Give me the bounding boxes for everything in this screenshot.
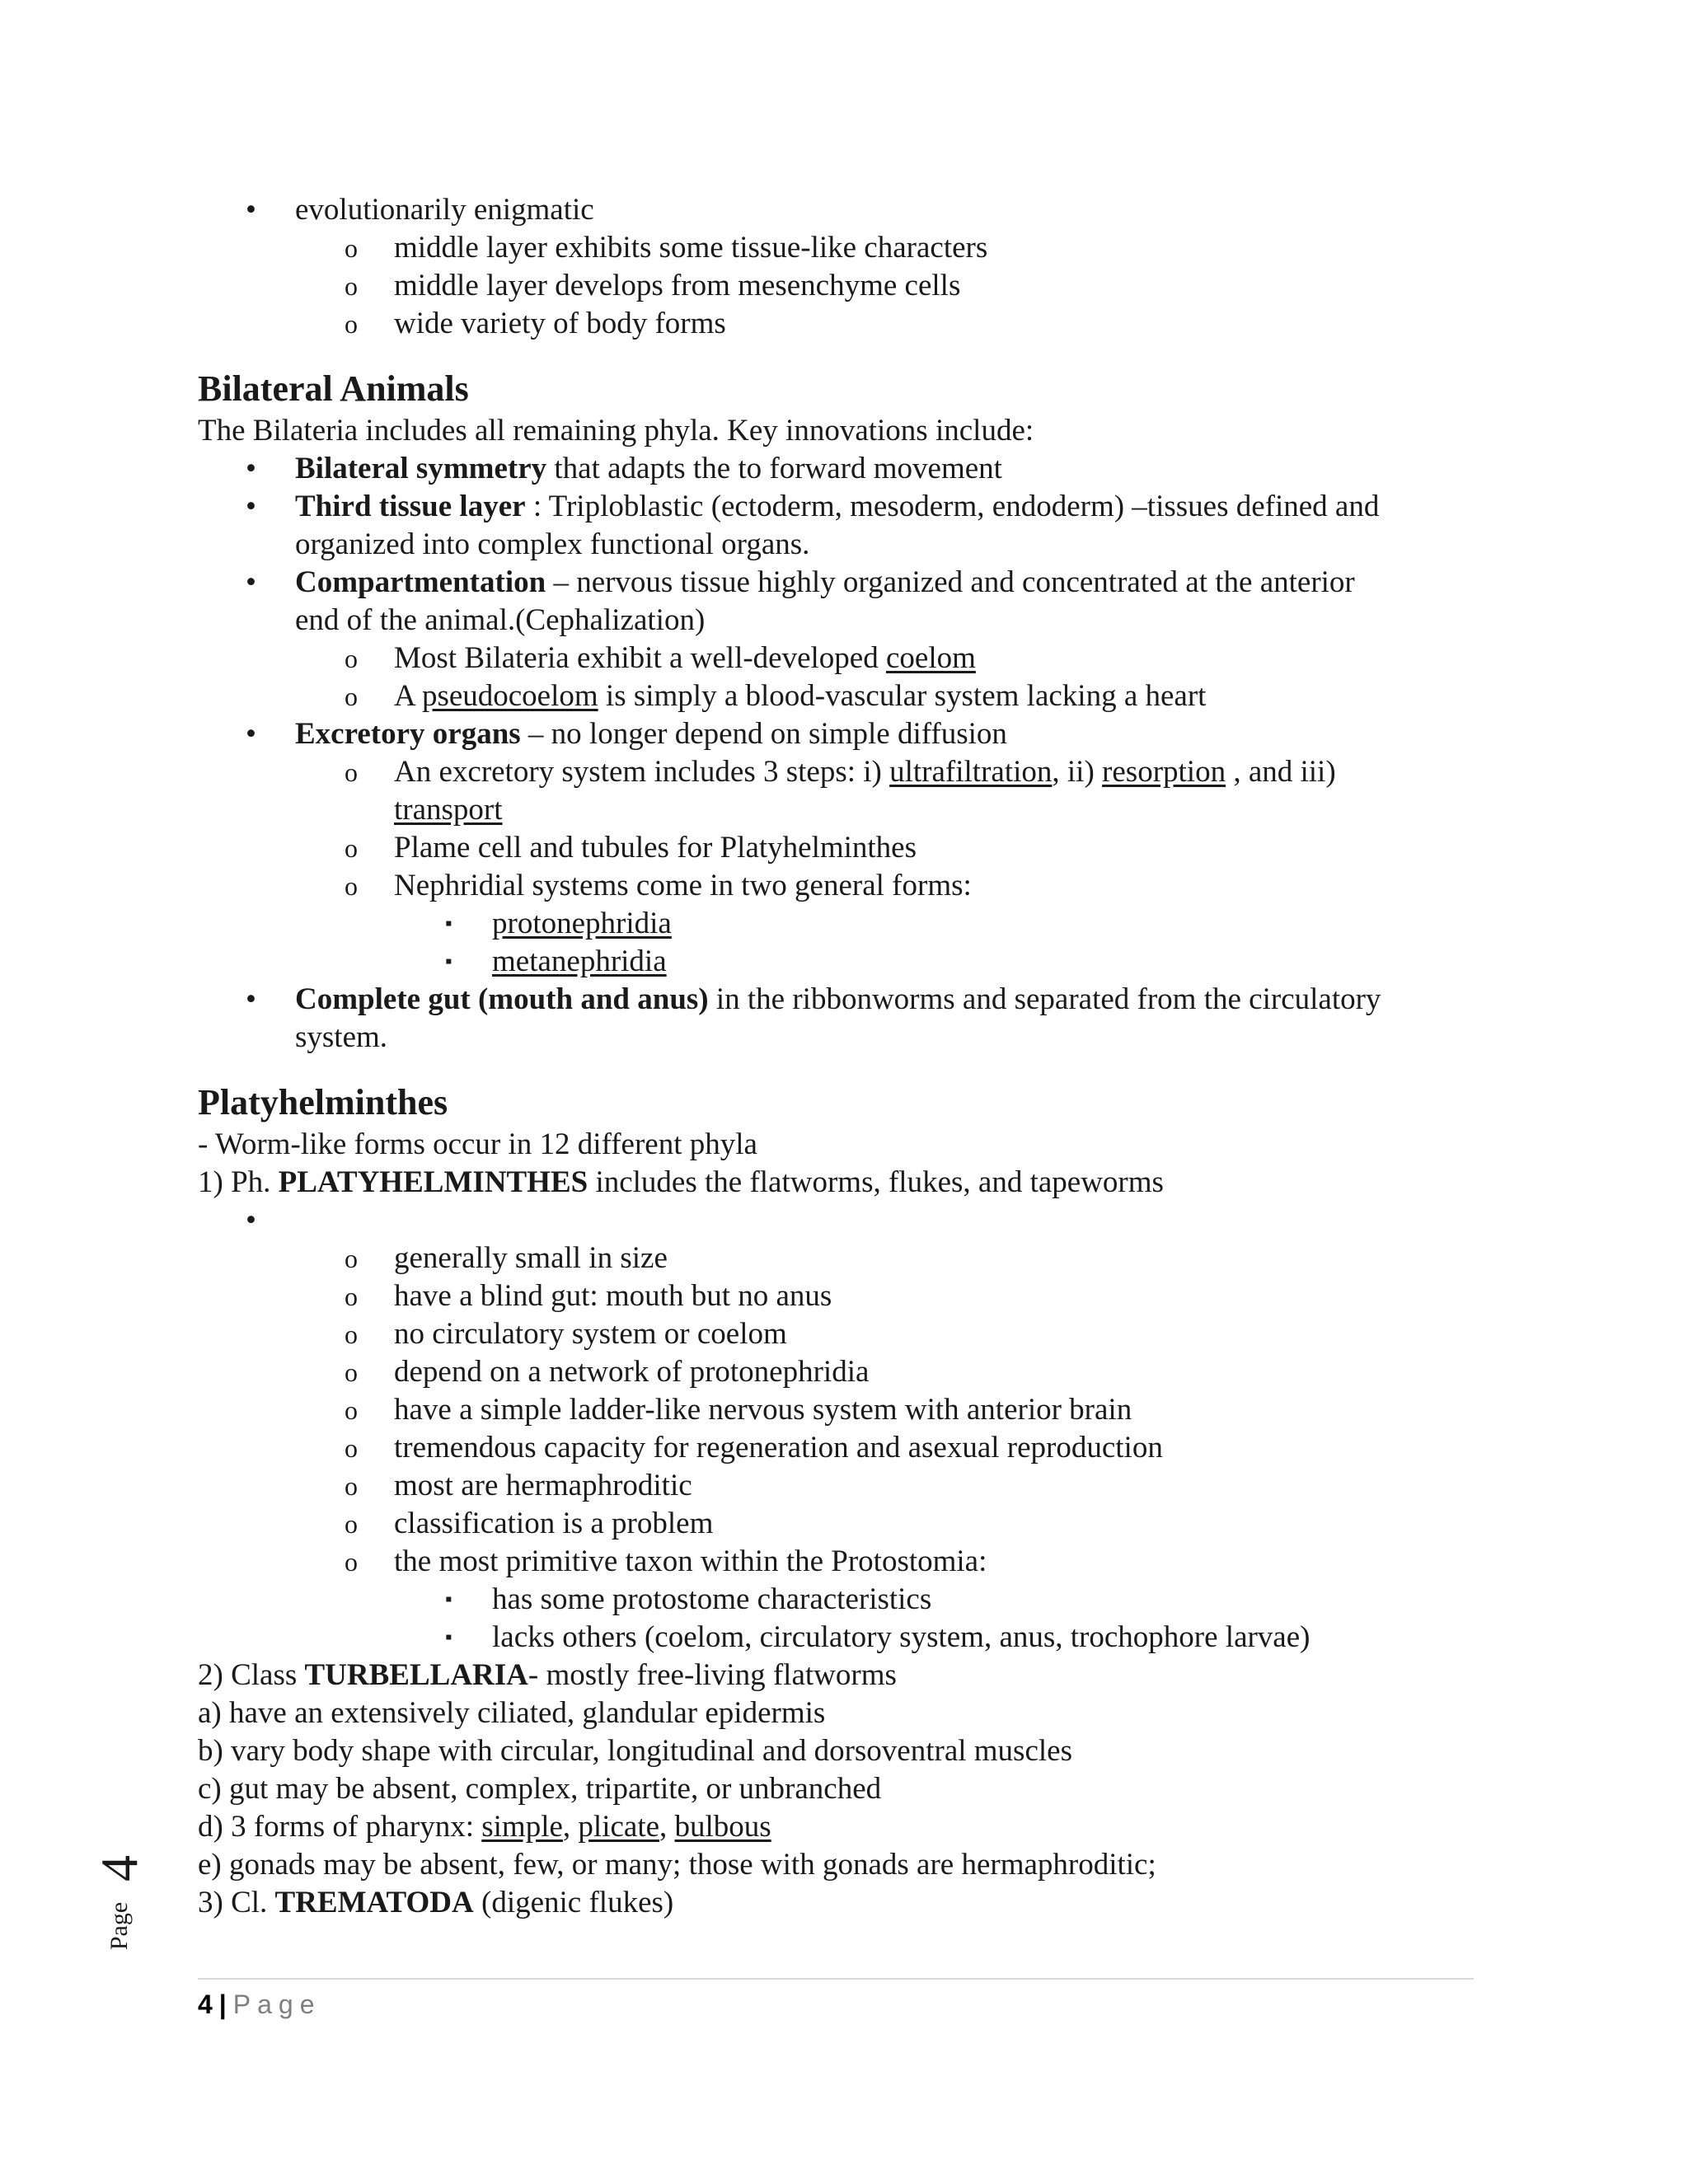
comma-separator: ,	[562, 1810, 579, 1844]
list-item-text: depend on a network of protonephridia	[394, 1355, 870, 1389]
paragraph-text: 3) Cl.	[198, 1886, 275, 1919]
list-item-text: evolutionarily enigmatic	[295, 193, 594, 227]
term: Compartmentation	[295, 565, 546, 599]
list-item-text: in the ribbonworms and separated from the circulatory	[708, 982, 1381, 1016]
circle-marker: o	[345, 1471, 358, 1501]
list-item	[198, 943, 1484, 981]
side-page-label	[91, 1854, 148, 1970]
list-item-text: is simply a blood-vascular system lacking a heart	[598, 679, 1207, 713]
section-heading-bilateral: Bilateral Animals	[198, 368, 469, 409]
term: Complete gut (mouth and anus)	[295, 982, 709, 1016]
list-item-text: have a blind gut: mouth but no anus	[394, 1279, 832, 1313]
section-heading-platyhelminthes: Platyhelminthes	[198, 1082, 448, 1122]
list-item-text: , and iii)	[1226, 755, 1336, 789]
bullet-marker: •	[246, 1203, 256, 1237]
hyperlink-ultrafiltration[interactable]: ultrafiltration	[889, 755, 1053, 789]
paragraph	[198, 1808, 1484, 1846]
list-item	[198, 753, 1484, 791]
hyperlink-simple[interactable]: simple	[481, 1810, 563, 1844]
list-item-text: Nephridial systems come in two general forms:	[394, 869, 972, 902]
list-item	[198, 229, 1484, 267]
square-marker: ▪	[445, 1589, 452, 1610]
paragraph-text: 2) Class	[198, 1658, 305, 1692]
circle-marker: o	[345, 757, 358, 787]
list-item	[198, 1315, 1484, 1353]
circle-marker: o	[345, 309, 358, 339]
hyperlink-resorption[interactable]: resorption	[1102, 755, 1226, 789]
circle-marker: o	[345, 1395, 358, 1425]
list-item-text: : Triploblastic (ectoderm, mesoderm, endoderm) –tissues defined and	[525, 490, 1380, 523]
paragraph-text: includes the flatworms, flukes, and tapeworms	[588, 1165, 1164, 1199]
term: Third tissue layer	[295, 490, 526, 523]
list-item	[198, 450, 1484, 488]
side-page-number: 4	[90, 1855, 148, 1882]
list-item-text: tremendous capacity for regeneration and asexual reproduction	[394, 1431, 1163, 1465]
list-item	[198, 1391, 1484, 1429]
term: Excretory organs	[295, 717, 521, 751]
footer-page-word: Page	[232, 1990, 321, 2019]
list-item	[198, 1240, 1484, 1277]
list-item	[198, 564, 1484, 602]
list-item-text: Most Bilateria exhibit a well-developed	[394, 641, 886, 675]
list-item	[198, 981, 1484, 1019]
hyperlink-pseudocoelom[interactable]: pseudocoelom	[421, 679, 598, 713]
paragraph	[198, 1884, 1484, 1922]
list-item-text: – nervous tissue highly organized and concentrated at the anterior	[546, 565, 1355, 599]
list-item	[198, 1429, 1484, 1467]
paragraph-text: - mostly free-living flatworms	[528, 1658, 897, 1692]
list-item	[198, 1543, 1484, 1581]
list-item	[198, 1467, 1484, 1505]
circle-marker: o	[345, 1547, 358, 1577]
list-item-empty	[198, 1202, 1484, 1240]
square-marker: ▪	[445, 951, 452, 972]
list-item	[198, 829, 1484, 867]
list-item-text: the most primitive taxon within the Protostomia:	[394, 1544, 987, 1578]
footer-separator: |	[218, 1990, 227, 2019]
list-item	[198, 488, 1484, 526]
list-item	[198, 1277, 1484, 1315]
list-item	[198, 905, 1484, 943]
list-item-text: Plame cell and tubules for Platyhelminthes	[394, 831, 917, 865]
list-item-continuation: organized into complex functional organs.	[295, 527, 810, 561]
square-marker: ▪	[445, 913, 452, 935]
comma-separator: ,	[659, 1810, 675, 1844]
paragraph	[198, 1657, 1484, 1694]
term: Bilateral symmetry	[295, 452, 547, 485]
list-item-continuation	[198, 791, 1484, 829]
list-item-text: generally small in size	[394, 1241, 668, 1275]
hyperlink-transport[interactable]: transport	[394, 793, 503, 827]
list-item-text: – no longer depend on simple diffusion	[520, 717, 1007, 751]
footer-page-number: 4	[198, 1990, 213, 2019]
square-marker: ▪	[445, 1627, 452, 1648]
term: TURBELLARIA	[304, 1658, 528, 1692]
bullet-marker: •	[246, 490, 256, 523]
hyperlink-protonephridia[interactable]: protonephridia	[492, 907, 672, 940]
list-item-text: wide variety of body forms	[394, 307, 726, 340]
list-item	[198, 1619, 1484, 1657]
list-item-text: middle layer exhibits some tissue-like characters	[394, 231, 988, 265]
list-item	[198, 715, 1484, 753]
list-item-text: An excretory system includes 3 steps: i)	[394, 755, 890, 789]
bullet-marker: •	[246, 717, 256, 751]
term: TREMATODA	[274, 1886, 474, 1919]
paragraph: c) gut may be absent, complex, tripartite, or unbranched	[198, 1772, 882, 1806]
paragraph-text: (digenic flukes)	[473, 1886, 674, 1919]
circle-marker: o	[345, 682, 358, 711]
list-item	[198, 677, 1484, 715]
circle-marker: o	[345, 233, 358, 263]
page-footer	[198, 1986, 321, 2022]
hyperlink-bulbous[interactable]: bulbous	[674, 1810, 771, 1844]
list-item	[198, 1353, 1484, 1391]
hyperlink-metanephridia[interactable]: metanephridia	[492, 944, 667, 978]
list-item	[198, 640, 1484, 677]
paragraph-text: 1) Ph.	[198, 1165, 279, 1199]
bullet-marker: •	[246, 452, 256, 485]
bullet-marker: •	[246, 982, 256, 1016]
paragraph: b) vary body shape with circular, longitudinal and dorsoventral muscles	[198, 1734, 1072, 1768]
list-item	[198, 1505, 1484, 1543]
hyperlink-coelom[interactable]: coelom	[885, 641, 976, 675]
list-item-text: that adapts the to forward movement	[546, 452, 1002, 485]
paragraph: - Worm-like forms occur in 12 different phyla	[198, 1127, 757, 1161]
list-item	[198, 867, 1484, 905]
list-item-text: lacks others (coelom, circulatory system, anus, trochophore larvae)	[492, 1620, 1311, 1654]
paragraph: The Bilateria includes all remaining phyla. Key innovations include:	[198, 414, 1034, 448]
circle-marker: o	[345, 271, 358, 301]
list-item	[198, 267, 1484, 305]
circle-marker: o	[345, 1244, 358, 1273]
list-item-text: no circulatory system or coelom	[394, 1317, 787, 1351]
list-item	[198, 305, 1484, 343]
list-item	[198, 191, 1484, 229]
document-body	[198, 191, 1484, 1922]
paragraph: e) gonads may be absent, few, or many; those with gonads are hermaphroditic;	[198, 1848, 1156, 1882]
term: PLATYHELMINTHES	[278, 1165, 588, 1199]
list-item-text: , ii)	[1052, 755, 1103, 789]
bullet-marker: •	[246, 193, 256, 227]
circle-marker: o	[345, 1282, 358, 1311]
circle-marker: o	[345, 1509, 358, 1539]
list-item-text: have a simple ladder-like nervous system with anterior brain	[394, 1393, 1132, 1427]
side-page-word: Page	[106, 1901, 133, 1951]
list-item	[198, 1581, 1484, 1619]
list-item-continuation: system.	[295, 1020, 388, 1054]
paragraph-text: d) 3 forms of pharynx:	[198, 1810, 482, 1844]
list-item-text: most are hermaphroditic	[394, 1469, 692, 1502]
bullet-marker: •	[246, 565, 256, 599]
circle-marker: o	[345, 644, 358, 673]
paragraph: a) have an extensively ciliated, glandular epidermis	[198, 1696, 826, 1730]
circle-marker: o	[345, 1319, 358, 1349]
list-item-text: has some protostome characteristics	[492, 1582, 932, 1616]
list-item-text: middle layer develops from mesenchyme cells	[394, 269, 961, 302]
paragraph	[198, 1164, 1484, 1202]
list-item-text: classification is a problem	[394, 1507, 714, 1540]
list-item-continuation: end of the animal.(Cephalization)	[295, 603, 706, 637]
circle-marker: o	[345, 1357, 358, 1387]
circle-marker: o	[345, 871, 358, 901]
hyperlink-plicate[interactable]: plicate	[578, 1810, 660, 1844]
list-item-text: A	[394, 679, 422, 713]
circle-marker: o	[345, 833, 358, 863]
circle-marker: o	[345, 1433, 358, 1463]
footer-divider	[198, 1978, 1474, 1980]
